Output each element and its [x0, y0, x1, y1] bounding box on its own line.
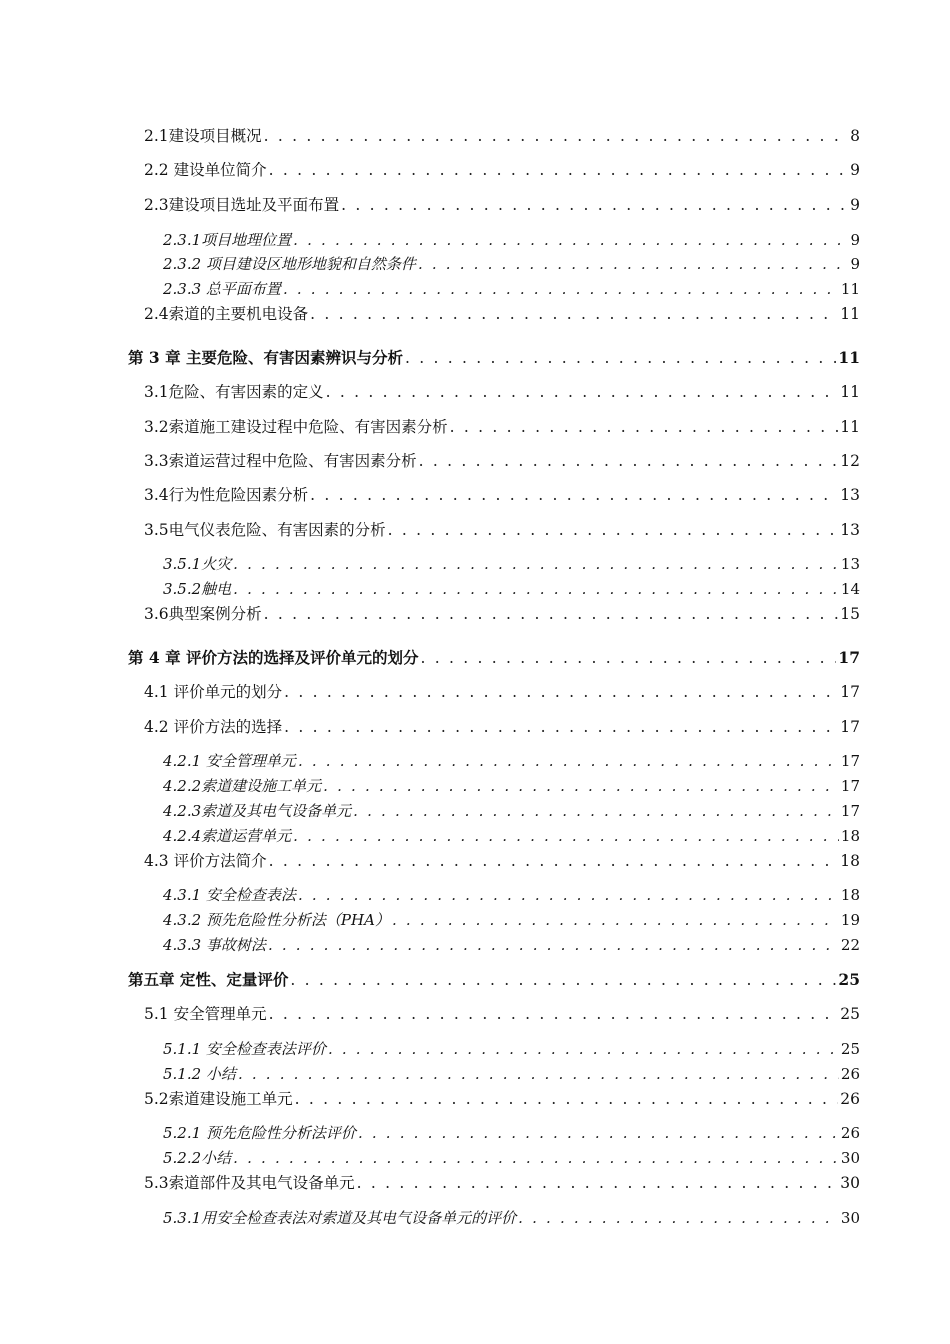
toc-entry-4-2-1[interactable]	[163, 750, 860, 772]
dot-leader	[405, 347, 836, 369]
toc-entry-5-3-1[interactable]	[163, 1207, 860, 1229]
toc-entry-title: 4.2.2索道建设施工单元	[163, 777, 322, 795]
dot-leader	[264, 603, 839, 625]
dot-leader	[283, 278, 839, 300]
toc-entry-title: 第五章 定性、定量评价	[128, 970, 289, 989]
toc-entry-page: 13	[840, 555, 860, 573]
dot-leader	[233, 578, 839, 600]
toc-entry-page: 17	[840, 718, 860, 736]
dot-leader	[420, 647, 836, 669]
toc-entry-page: 19	[840, 911, 860, 929]
toc-entry-title: 4.1 评价单元的划分	[144, 683, 283, 701]
toc-entry-3-5-1[interactable]	[163, 553, 860, 575]
toc-chapter-3[interactable]	[128, 347, 860, 369]
toc-entry-page: 25	[840, 1040, 860, 1058]
toc-entry-page: 11	[840, 383, 860, 401]
toc-entry-page: 17	[840, 802, 860, 820]
toc-entry-title: 4.2.4索道运营单元	[163, 827, 292, 845]
toc-entry-5-2[interactable]	[144, 1088, 860, 1110]
toc-entry-title: 3.4行为性危险因素分析	[144, 486, 309, 504]
toc-entry-title: 3.5电气仪表危险、有害因素的分析	[144, 521, 386, 539]
toc-entry-title: 第 3 章 主要危险、有害因素辨识与分析	[128, 348, 403, 367]
toc-entry-page: 8	[850, 127, 860, 145]
toc-entry-title: 2.2 建设单位简介	[144, 161, 267, 179]
dot-leader	[284, 716, 838, 738]
toc-entry-5-2-1[interactable]	[163, 1122, 860, 1144]
dot-leader	[358, 1122, 839, 1144]
dot-leader	[298, 750, 839, 772]
toc-entry-page: 25	[838, 970, 860, 989]
dot-leader	[284, 681, 838, 703]
toc-entry-4-2-3[interactable]	[163, 800, 860, 822]
dot-leader	[233, 1147, 839, 1169]
toc-entry-page: 13	[840, 521, 860, 539]
toc-entry-page: 11	[840, 305, 860, 323]
dot-leader	[233, 553, 839, 575]
toc-entry-5-1[interactable]	[144, 1003, 860, 1025]
dot-leader	[419, 450, 839, 472]
toc-entry-4-3-2[interactable]	[163, 909, 860, 931]
dot-leader	[310, 303, 838, 325]
toc-entry-title: 5.3索道部件及其电气设备单元	[144, 1174, 355, 1192]
toc-entry-3-5[interactable]	[144, 519, 860, 541]
toc-entry-2-3-1[interactable]	[163, 229, 860, 251]
toc-entry-title: 4.3.1 安全检查表法	[163, 886, 296, 904]
toc-entry-2-3[interactable]	[144, 194, 860, 216]
toc-entry-page: 12	[840, 452, 860, 470]
toc-entry-4-3-3[interactable]	[163, 934, 860, 956]
toc-entry-page: 26	[840, 1124, 860, 1142]
toc-entry-5-2-2[interactable]	[163, 1147, 860, 1169]
dot-leader	[269, 850, 839, 872]
toc-entry-page: 30	[840, 1174, 860, 1192]
dot-leader	[268, 934, 839, 956]
toc-entry-2-3-2[interactable]	[163, 253, 860, 275]
dot-leader	[323, 775, 839, 797]
toc-entry-2-3-3[interactable]	[163, 278, 860, 300]
toc-entry-5-1-2[interactable]	[163, 1063, 860, 1085]
dot-leader	[518, 1207, 839, 1229]
toc-entry-4-3[interactable]	[144, 850, 860, 872]
toc-entry-title: 2.3.2 项目建设区地形地貌和自然条件	[163, 255, 416, 273]
toc-entry-title: 5.1.1 安全检查表法评价	[163, 1040, 326, 1058]
dot-leader	[341, 194, 848, 216]
toc-entry-2-1[interactable]	[144, 125, 860, 147]
toc-entry-title: 3.1危险、有害因素的定义	[144, 383, 324, 401]
toc-entry-title: 5.2.1 预先危险性分析法评价	[163, 1124, 356, 1142]
dot-leader	[353, 800, 839, 822]
toc-entry-4-2[interactable]	[144, 716, 860, 738]
toc-entry-page: 15	[840, 605, 860, 623]
toc-entry-page: 11	[840, 280, 860, 298]
toc-entry-title: 4.2.3索道及其电气设备单元	[163, 802, 352, 820]
toc-entry-title: 5.3.1用安全检查表法对索道及其电气设备单元的评价	[163, 1209, 517, 1227]
toc-entry-4-3-1[interactable]	[163, 884, 860, 906]
toc-entry-page: 30	[840, 1149, 860, 1167]
dot-leader	[328, 1038, 839, 1060]
toc-entry-4-1[interactable]	[144, 681, 860, 703]
toc-entry-page: 17	[838, 648, 860, 667]
toc-entry-title: 5.2索道建设施工单元	[144, 1090, 293, 1108]
toc-entry-title: 4.3.3 事故树法	[163, 936, 266, 954]
toc-entry-title: 3.2索道施工建设过程中危险、有害因素分析	[144, 418, 448, 436]
toc-entry-page: 26	[840, 1065, 860, 1083]
toc-entry-5-1-1[interactable]	[163, 1038, 860, 1060]
toc-entry-title: 2.3.1项目地理位置	[163, 231, 292, 249]
toc-entry-page: 17	[840, 752, 860, 770]
toc-chapter-4[interactable]	[128, 647, 860, 669]
dot-leader	[298, 884, 839, 906]
toc-entry-page: 17	[840, 777, 860, 795]
toc-entry-4-2-2[interactable]	[163, 775, 860, 797]
toc-entry-page: 26	[840, 1090, 860, 1108]
dot-leader	[418, 253, 848, 275]
toc-entry-title: 2.4索道的主要机电设备	[144, 305, 309, 323]
toc-entry-3-4[interactable]	[144, 484, 860, 506]
toc-entry-title: 5.1.2 小结	[163, 1065, 236, 1083]
dot-leader	[238, 1063, 839, 1085]
toc-entry-3-2[interactable]	[144, 416, 860, 438]
dot-leader	[269, 1003, 839, 1025]
toc-entry-page: 9	[850, 231, 860, 249]
toc-entry-title: 3.6典型案例分析	[144, 605, 262, 623]
dot-leader	[264, 125, 848, 147]
toc-entry-title: 3.3索道运营过程中危险、有害因素分析	[144, 452, 417, 470]
dot-leader	[357, 1172, 839, 1194]
dot-leader	[326, 381, 839, 403]
toc-entry-page: 9	[850, 255, 860, 273]
toc-entry-page: 18	[840, 852, 860, 870]
toc-entry-page: 9	[850, 196, 860, 214]
toc-entry-title: 2.3.3 总平面布置	[163, 280, 281, 298]
toc-entry-3-3[interactable]	[144, 450, 860, 472]
dot-leader	[388, 519, 839, 541]
toc-entry-title: 2.3建设项目选址及平面布置	[144, 196, 340, 214]
toc-entry-title: 2.1建设项目概况	[144, 127, 262, 145]
toc-entry-title: 3.5.1火灾	[163, 555, 232, 573]
toc-entry-title: 4.2 评价方法的选择	[144, 718, 283, 736]
toc-entry-4-2-4[interactable]	[163, 825, 860, 847]
dot-leader	[293, 825, 839, 847]
toc-entry-3-6[interactable]	[144, 603, 860, 625]
toc-entry-title: 5.1 安全管理单元	[144, 1005, 267, 1023]
toc-entry-page: 9	[850, 161, 860, 179]
toc-entry-page: 11	[840, 418, 860, 436]
toc-entry-page: 25	[840, 1005, 860, 1023]
toc-entry-2-2[interactable]	[144, 159, 860, 181]
dot-leader	[295, 1088, 839, 1110]
dot-leader	[269, 159, 848, 181]
toc-entry-title: 3.5.2触电	[163, 580, 232, 598]
toc-chapter-5[interactable]	[128, 969, 860, 991]
dot-leader	[450, 416, 839, 438]
toc-entry-3-5-2[interactable]	[163, 578, 860, 600]
dot-leader	[293, 229, 848, 251]
toc-entry-5-3[interactable]	[144, 1172, 860, 1194]
dot-leader	[310, 484, 838, 506]
toc-entry-page: 22	[840, 936, 860, 954]
toc-entry-3-1[interactable]	[144, 381, 860, 403]
toc-entry-page: 11	[838, 348, 860, 367]
dot-leader	[290, 969, 836, 991]
toc-entry-title: 5.2.2小结	[163, 1149, 232, 1167]
toc-entry-2-4[interactable]	[144, 303, 860, 325]
toc-entry-title: 第 4 章 评价方法的选择及评价单元的划分	[128, 648, 419, 667]
toc-entry-title: 4.3.2 预先危险性分析法（PHA）	[163, 911, 390, 929]
toc-entry-title: 4.3 评价方法简介	[144, 852, 267, 870]
toc-entry-page: 13	[840, 486, 860, 504]
toc-entry-page: 18	[840, 886, 860, 904]
toc-entry-page: 18	[840, 827, 860, 845]
toc-entry-page: 17	[840, 683, 860, 701]
toc-entry-page: 14	[840, 580, 860, 598]
toc-entry-page: 30	[840, 1209, 860, 1227]
dot-leader	[392, 909, 839, 931]
toc-entry-title: 4.2.1 安全管理单元	[163, 752, 296, 770]
